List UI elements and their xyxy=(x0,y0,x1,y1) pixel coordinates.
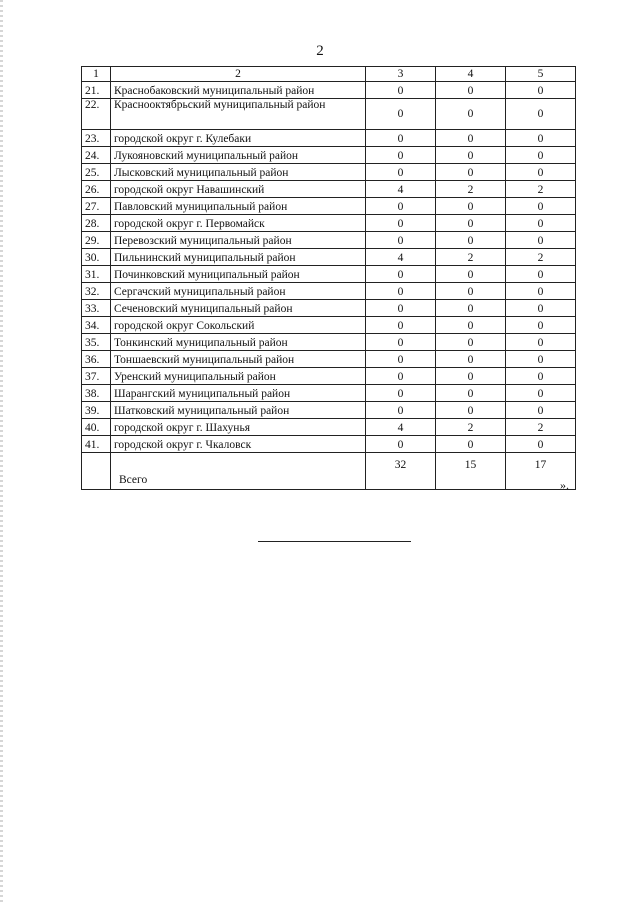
value-col-4: 0 xyxy=(436,385,506,402)
table-row xyxy=(82,317,576,334)
value-col-4: 0 xyxy=(436,164,506,181)
value-col-4: 0 xyxy=(436,351,506,368)
table-row xyxy=(82,283,576,300)
table-row xyxy=(82,164,576,181)
value-col-4: 2 xyxy=(436,181,506,198)
value-col-5: 0 xyxy=(506,317,576,334)
value-col-4: 0 xyxy=(436,198,506,215)
value-col-4: 0 xyxy=(436,283,506,300)
row-number: 37. xyxy=(82,368,111,385)
district-name: городской округ г. Шахунья xyxy=(111,419,366,436)
table-row xyxy=(82,198,576,215)
district-name: городской округ Сокольский xyxy=(111,317,366,334)
table-row xyxy=(82,300,576,317)
value-col-5: 0 xyxy=(506,436,576,453)
value-col-5: 0 xyxy=(506,300,576,317)
scan-edge-artifact xyxy=(0,0,3,905)
value-col-4: 0 xyxy=(436,99,506,130)
value-col-4: 0 xyxy=(436,147,506,164)
row-number: 32. xyxy=(82,283,111,300)
table-row xyxy=(82,419,576,436)
value-col-5: 2 xyxy=(506,419,576,436)
total-row-number xyxy=(82,453,111,490)
district-name: Лысковский муниципальный район xyxy=(111,164,366,181)
row-number: 41. xyxy=(82,436,111,453)
district-name: городской округ г. Чкаловск xyxy=(111,436,366,453)
district-name: Тонкинский муниципальный район xyxy=(111,334,366,351)
total-value-col-3: 32 xyxy=(366,453,436,490)
table-header-row xyxy=(82,67,576,82)
row-number: 23. xyxy=(82,130,111,147)
value-col-3: 0 xyxy=(366,317,436,334)
table-row xyxy=(82,436,576,453)
value-col-3: 0 xyxy=(366,402,436,419)
value-col-3: 0 xyxy=(366,215,436,232)
table-row xyxy=(82,82,576,99)
value-col-4: 0 xyxy=(436,334,506,351)
total-value-col-5: 17 xyxy=(506,453,576,490)
table-row xyxy=(82,215,576,232)
table-body xyxy=(82,67,576,490)
district-name: Перевозский муниципальный район xyxy=(111,232,366,249)
table-row xyxy=(82,266,576,283)
value-col-5: 0 xyxy=(506,385,576,402)
value-col-4: 0 xyxy=(436,82,506,99)
value-col-3: 4 xyxy=(366,181,436,198)
value-col-5: 0 xyxy=(506,266,576,283)
value-col-5: 2 xyxy=(506,249,576,266)
row-number: 24. xyxy=(82,147,111,164)
header-cell-5: 5 xyxy=(506,67,576,82)
district-name: Шатковский муниципальный район xyxy=(111,402,366,419)
row-number: 35. xyxy=(82,334,111,351)
row-number: 28. xyxy=(82,215,111,232)
value-col-4: 0 xyxy=(436,300,506,317)
table-row xyxy=(82,130,576,147)
end-divider-line xyxy=(258,541,411,542)
row-number: 36. xyxy=(82,351,111,368)
table-row xyxy=(82,385,576,402)
table-row xyxy=(82,181,576,198)
value-col-3: 0 xyxy=(366,351,436,368)
row-number: 38. xyxy=(82,385,111,402)
value-col-3: 0 xyxy=(366,232,436,249)
value-col-5: 0 xyxy=(506,351,576,368)
row-number: 25. xyxy=(82,164,111,181)
value-col-5: 2 xyxy=(506,181,576,198)
value-col-3: 0 xyxy=(366,266,436,283)
value-col-3: 0 xyxy=(366,130,436,147)
row-number: 27. xyxy=(82,198,111,215)
value-col-5: 0 xyxy=(506,334,576,351)
header-cell-3: 3 xyxy=(366,67,436,82)
value-col-3: 0 xyxy=(366,147,436,164)
row-number: 34. xyxy=(82,317,111,334)
value-col-5: 0 xyxy=(506,130,576,147)
table-row xyxy=(82,232,576,249)
value-col-5: 0 xyxy=(506,368,576,385)
district-name: Пильнинский муниципальный район xyxy=(111,249,366,266)
value-col-4: 0 xyxy=(436,436,506,453)
district-name: Шарангский муниципальный район xyxy=(111,385,366,402)
header-cell-2: 2 xyxy=(111,67,366,82)
district-name: Починковский муниципальный район xyxy=(111,266,366,283)
table-row xyxy=(82,99,576,130)
value-col-4: 2 xyxy=(436,419,506,436)
value-col-5: 0 xyxy=(506,82,576,99)
value-col-5: 0 xyxy=(506,402,576,419)
district-name: Краснобаковский муниципальный район xyxy=(111,82,366,99)
district-name: Павловский муниципальный район xyxy=(111,198,366,215)
table-row xyxy=(82,402,576,419)
district-name: Сеченовский муниципальный район xyxy=(111,300,366,317)
district-name: городской округ г. Первомайск xyxy=(111,215,366,232)
value-col-3: 0 xyxy=(366,82,436,99)
value-col-5: 0 xyxy=(506,99,576,130)
table-row xyxy=(82,147,576,164)
row-number: 33. xyxy=(82,300,111,317)
value-col-3: 0 xyxy=(366,300,436,317)
value-col-5: 0 xyxy=(506,283,576,300)
value-col-5: 0 xyxy=(506,198,576,215)
value-col-5: 0 xyxy=(506,232,576,249)
header-cell-4: 4 xyxy=(436,67,506,82)
value-col-4: 0 xyxy=(436,266,506,283)
value-col-3: 0 xyxy=(366,368,436,385)
total-label: Всего xyxy=(111,453,366,490)
total-row xyxy=(82,453,576,490)
value-col-5: 0 xyxy=(506,147,576,164)
value-col-3: 4 xyxy=(366,249,436,266)
total-value-col-4: 15 xyxy=(436,453,506,490)
district-table xyxy=(81,66,576,490)
value-col-4: 0 xyxy=(436,402,506,419)
district-name: городской округ г. Кулебаки xyxy=(111,130,366,147)
district-name: Краснооктябрьский муниципальный район xyxy=(111,99,366,130)
value-col-4: 2 xyxy=(436,249,506,266)
row-number: 22. xyxy=(82,99,111,130)
header-cell-1: 1 xyxy=(82,67,111,82)
value-col-3: 0 xyxy=(366,198,436,215)
value-col-4: 0 xyxy=(436,215,506,232)
value-col-3: 0 xyxy=(366,99,436,130)
district-name: Тоншаевский муниципальный район xyxy=(111,351,366,368)
row-number: 26. xyxy=(82,181,111,198)
row-number: 21. xyxy=(82,82,111,99)
table-row xyxy=(82,368,576,385)
table-row xyxy=(82,351,576,368)
value-col-3: 0 xyxy=(366,283,436,300)
value-col-3: 0 xyxy=(366,334,436,351)
value-col-4: 0 xyxy=(436,232,506,249)
table-row xyxy=(82,334,576,351)
district-name: Лукояновский муниципальный район xyxy=(111,147,366,164)
value-col-3: 4 xyxy=(366,419,436,436)
value-col-4: 0 xyxy=(436,130,506,147)
value-col-4: 0 xyxy=(436,317,506,334)
value-col-5: 0 xyxy=(506,215,576,232)
row-number: 39. xyxy=(82,402,111,419)
row-number: 29. xyxy=(82,232,111,249)
value-col-5: 0 xyxy=(506,164,576,181)
value-col-3: 0 xyxy=(366,436,436,453)
value-col-3: 0 xyxy=(366,385,436,402)
district-name: городской округ Навашинский xyxy=(111,181,366,198)
value-col-4: 0 xyxy=(436,368,506,385)
page-number: 2 xyxy=(316,43,324,59)
value-col-3: 0 xyxy=(366,164,436,181)
closing-quote: ». xyxy=(560,478,569,492)
table-row xyxy=(82,249,576,266)
row-number: 31. xyxy=(82,266,111,283)
row-number: 40. xyxy=(82,419,111,436)
district-name: Уренский муниципальный район xyxy=(111,368,366,385)
district-name: Сергачский муниципальный район xyxy=(111,283,366,300)
row-number: 30. xyxy=(82,249,111,266)
